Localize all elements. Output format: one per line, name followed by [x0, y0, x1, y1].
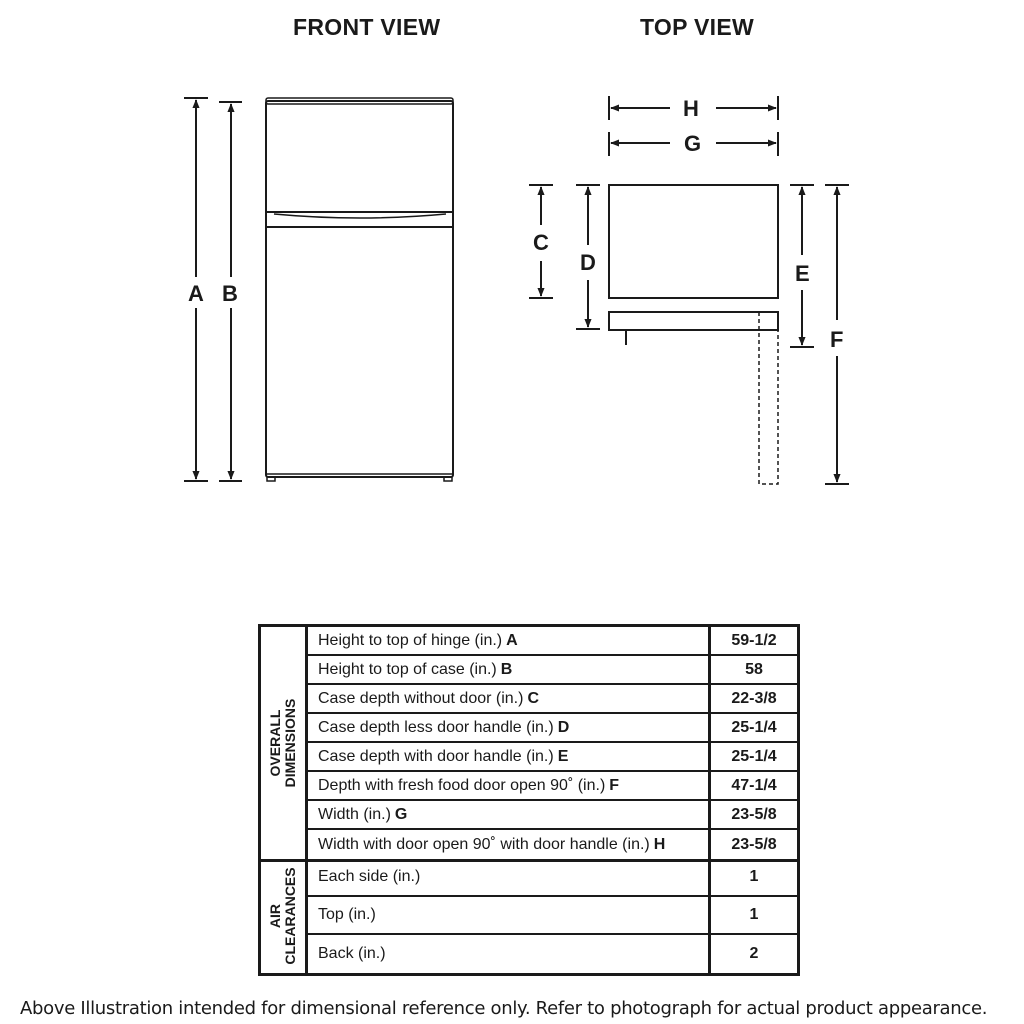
table-row: Top (in.) 1 — [308, 897, 797, 935]
table-value: 59-1/2 — [731, 631, 777, 649]
table-value: 58 — [745, 660, 763, 678]
dim-letter-c: C — [533, 230, 549, 255]
table-row: Back (in.) 2 — [308, 935, 797, 973]
dim-letter-h: H — [683, 96, 699, 121]
table-value: 2 — [749, 945, 759, 962]
table-row: Case depth without door (in.) C 22-3/8 — [308, 685, 797, 714]
air-clearances-label: AIR CLEARANCES — [267, 867, 298, 965]
table-row: Case depth less door handle (in.) D 25-1/4 — [308, 714, 797, 743]
fridge-front-outline — [266, 98, 453, 481]
table-value: 25-1/4 — [731, 718, 777, 736]
table-value: 22-3/8 — [731, 689, 777, 707]
dim-letter-b: B — [222, 281, 238, 306]
table-row: Depth with fresh food door open 90˚ (in.) F 47-1/4 — [308, 772, 797, 801]
table-value: 1 — [749, 906, 759, 923]
dim-letter-a: A — [188, 281, 204, 306]
table-value: 23-5/8 — [731, 835, 777, 853]
table-row: Height to top of hinge (in.) A 59-1/2 — [308, 627, 797, 656]
fridge-top-outline — [609, 185, 778, 484]
table-value: 1 — [749, 868, 759, 885]
overall-dimensions-label: OVERALL DIMENSIONS — [267, 698, 298, 788]
table-row: Height to top of case (in.) B 58 — [308, 656, 797, 685]
dim-letter-e: E — [795, 261, 810, 286]
front-view-title: FRONT VIEW — [293, 14, 441, 40]
table-row: Case depth with door handle (in.) E 25-1/4 — [308, 743, 797, 772]
table-row: Each side (in.) 1 — [308, 859, 797, 897]
table-row: Width (in.) G 23-5/8 — [308, 801, 797, 830]
table-value: 23-5/8 — [731, 805, 777, 823]
footnote: Above Illustration intended for dimensional reference only. Refer to photograph for actual product appearance. — [20, 998, 988, 1019]
dimensions-table — [258, 624, 800, 976]
table-row: Width with door open 90˚ with door handle (in.) H 23-5/8 — [308, 830, 797, 859]
table-value: 47-1/4 — [731, 776, 777, 794]
dim-letter-d: D — [580, 250, 596, 275]
table-value: 25-1/4 — [731, 747, 777, 765]
top-view-title: TOP VIEW — [640, 14, 755, 40]
dim-letter-g: G — [684, 131, 702, 156]
air-clearances-group — [261, 859, 797, 973]
dim-letter-f: F — [830, 327, 844, 352]
overall-dimensions-group — [261, 627, 797, 862]
